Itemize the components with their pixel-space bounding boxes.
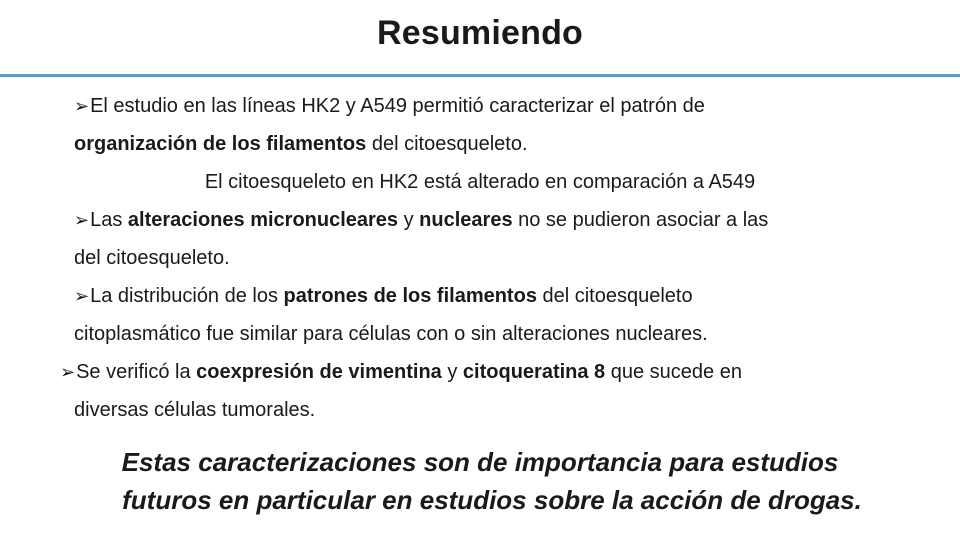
bullet-2-line-2: del citoesqueleto. [74,247,230,269]
slide-title: Resumiendo [376,14,584,52]
bullet-1-text-cont: del citoesqueleto. [366,133,528,155]
bullet-1-emphasis: organización de los filamentos [74,133,367,155]
bullet-1-text: El estudio en las líneas HK2 y A549 permitió caracterizar el patrón de [90,95,705,117]
bullet-3-line-2: citoplasmático fue similar para células con o sin alteraciones nucleares. [74,323,708,345]
bullet-2-emphasis-1: alteraciones micronucleares [127,209,399,231]
center-statement: El citoesqueleto en HK2 está alterado en comparación a A549 [204,171,756,193]
arrow-bullet-icon: ➢ [74,96,90,116]
bullet-1-line-1 [74,87,705,125]
title-divider [0,74,960,77]
bullet-4-text-rest: que sucede en [605,361,742,383]
arrow-bullet-icon: ➢ [74,286,90,306]
bullet-1-line-2 [74,125,528,163]
bullet-3-text: La distribución de los [90,285,284,307]
bullet-2-line-1 [74,201,768,239]
conclusion-line-2: futuros en particular en estudios sobre la acción de drogas. [122,485,862,515]
bullet-4-text-mid: y [441,361,463,383]
bullet-3-emphasis: patrones de los filamentos [283,285,537,307]
bullet-4-emphasis-2: citoqueratina 8 [462,361,606,383]
bullet-2-text-mid: y [398,209,420,231]
arrow-bullet-icon: ➢ [60,362,76,382]
bullet-4-emphasis-1: coexpresión de vimentina [196,361,442,383]
bullet-4-line-2: diversas células tumorales. [74,399,316,421]
arrow-bullet-icon: ➢ [74,210,90,230]
conclusion-line-1: Estas caracterizaciones son de importancia para estudios [121,447,839,477]
bullet-4-line-1 [60,353,742,391]
bullet-2-text-rest: no se pudieron asociar a las [512,209,769,231]
bullet-2-text: Las [90,209,128,231]
bullet-3-line-1 [74,277,693,315]
bullet-4-text: Se verificó la [76,361,197,383]
bullet-3-text-rest: del citoesqueleto [536,285,693,307]
bullet-2-emphasis-2: nucleares [419,209,513,231]
